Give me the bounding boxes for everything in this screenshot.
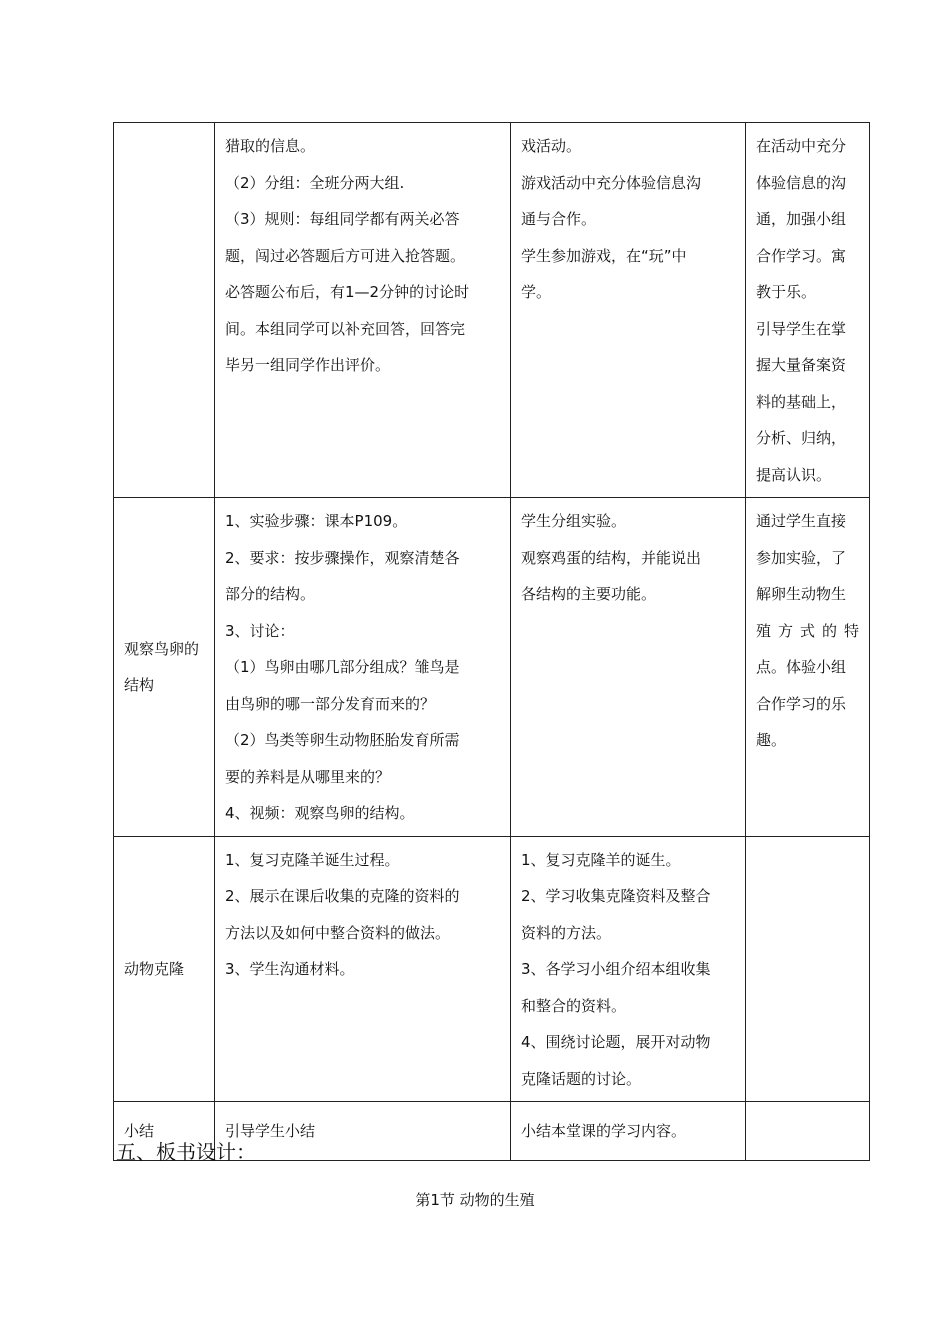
text-line: 学。	[521, 283, 552, 301]
text-line: 要的养料是从哪里来的？	[225, 767, 391, 786]
text-line: 动物克隆	[124, 960, 185, 978]
student-activity-cell	[511, 498, 746, 837]
text-line: 体验信息的沟	[756, 173, 847, 192]
text-line: 4、围绕讨论题，展开对动物	[521, 1033, 711, 1051]
text-line: 殖方式的特	[756, 621, 859, 640]
teacher-activity-cell	[215, 836, 511, 1102]
text-line: 间。本组同学可以补充回答，回答完	[225, 319, 466, 338]
text-line: 2、展示在课后收集的克隆的资料的	[225, 887, 460, 905]
teacher-activity-cell	[215, 123, 511, 498]
text-line: 小结本堂课的学习内容。	[521, 1122, 687, 1141]
student-activity-cell	[511, 1102, 746, 1161]
text-line: 1、复习克隆羊的诞生。	[521, 850, 681, 869]
text-line: （3）规则：每组同学都有两关必答	[225, 210, 460, 228]
stage-cell	[114, 836, 215, 1102]
text-line: 结构	[124, 676, 155, 695]
text-line: 资料的方法。	[521, 923, 612, 942]
design-intent-cell	[746, 123, 870, 498]
text-line: 通过学生直接	[756, 512, 847, 530]
text-line: 1、复习克隆羊诞生过程。	[225, 850, 400, 869]
text-line: 通，加强小组	[756, 210, 847, 228]
text-line: 合作学习。寓	[756, 246, 847, 265]
text-line: 观察鸟卵的	[124, 639, 200, 658]
board-design-title: 第1节 动物的生殖	[415, 1191, 535, 1209]
text-line: 克隆话题的讨论。	[521, 1069, 642, 1088]
teacher-activity-cell	[215, 1102, 511, 1161]
text-line: 方法以及如何中整合资料的做法。	[225, 923, 451, 942]
text-line: 分析、归纳，	[756, 429, 847, 447]
text-line: 在活动中充分	[756, 137, 847, 155]
teacher-activity-cell	[215, 498, 511, 837]
text-line: 4、视频：观察鸟卵的结构。	[225, 804, 415, 822]
text-line: 学生参加游戏，在“玩”中	[521, 246, 687, 265]
design-intent-cell	[746, 498, 870, 837]
text-line: 合作学习的乐	[756, 694, 847, 713]
design-intent-cell	[746, 836, 870, 1102]
text-line: 由鸟卵的哪一部分发育而来的？	[225, 694, 436, 713]
table-row	[114, 836, 870, 1102]
text-line: 学生分组实验。	[521, 512, 627, 530]
text-line: 毕另一组同学作出评价。	[225, 356, 391, 374]
text-line: 通与合作。	[521, 210, 597, 228]
table-row	[114, 498, 870, 837]
text-line: 各结构的主要功能。	[521, 585, 657, 603]
text-line: 题，闯过必答题后方可进入抢答题。	[225, 246, 466, 265]
student-activity-cell	[511, 836, 746, 1102]
text-line: 引导学生在掌	[756, 319, 847, 338]
design-intent-cell	[746, 1102, 870, 1161]
text-line: 2、要求：按步骤操作，观察清楚各	[225, 548, 460, 567]
text-line: 提高认识。	[756, 465, 832, 484]
text-line: （1）鸟卵由哪几部分组成？雏鸟是	[225, 658, 460, 676]
text-line: （2）鸟类等卵生动物胚胎发育所需	[225, 731, 460, 749]
student-activity-cell	[511, 123, 746, 498]
text-line: 3、各学习小组介绍本组收集	[521, 960, 711, 978]
text-line: 趣。	[756, 731, 787, 749]
text-line: 戏活动。	[521, 137, 582, 155]
text-line: 猎取的信息。	[225, 137, 316, 155]
text-line: 3、学生沟通材料。	[225, 960, 355, 978]
text-line: 2、学习收集克隆资料及整合	[521, 887, 711, 905]
text-line: 部分的结构。	[225, 585, 316, 603]
text-line: 解卵生动物生	[756, 585, 847, 603]
text-line: 料的基础上，	[756, 392, 847, 411]
text-line: 教于乐。	[756, 283, 817, 301]
text-line: 3、讨论：	[225, 621, 295, 640]
text-line: 游戏活动中充分体验信息沟	[521, 173, 702, 192]
section-heading: 五、板书设计：	[116, 1140, 256, 1164]
text-line: 小结	[124, 1122, 155, 1141]
text-line: 观察鸡蛋的结构，并能说出	[521, 548, 702, 567]
text-line: 和整合的资料。	[521, 996, 627, 1015]
lesson-plan-table	[113, 122, 870, 1161]
table-row	[114, 123, 870, 498]
text-line: 参加实验，了	[756, 548, 847, 567]
text-line: 必答题公布后，有1—2分钟的讨论时	[225, 283, 470, 301]
stage-cell	[114, 123, 215, 498]
text-line: 1、实验步骤：课本P109。	[225, 512, 408, 530]
stage-cell	[114, 498, 215, 837]
text-line: （2）分组：全班分两大组.	[225, 173, 405, 192]
text-line: 点。体验小组	[756, 658, 847, 676]
text-line: 引导学生小结	[225, 1122, 316, 1141]
text-line: 握大量备案资	[756, 356, 847, 374]
